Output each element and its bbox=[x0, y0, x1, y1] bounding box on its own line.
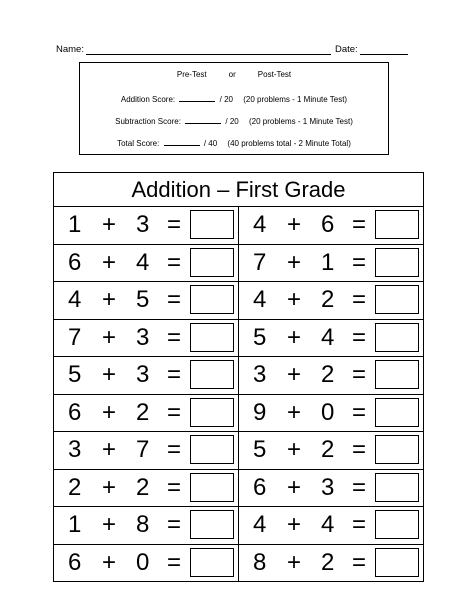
first-addend: 4 bbox=[68, 286, 82, 314]
answer-box[interactable] bbox=[190, 360, 234, 389]
problem-column-right bbox=[239, 207, 423, 581]
plus-sign: + bbox=[287, 398, 302, 426]
first-addend: 2 bbox=[68, 473, 82, 501]
first-addend: 1 bbox=[68, 211, 82, 239]
equals-sign: = bbox=[167, 323, 182, 351]
equals-sign: = bbox=[167, 286, 182, 314]
answer-box[interactable] bbox=[375, 398, 419, 427]
plus-sign: + bbox=[287, 286, 302, 314]
plus-sign: + bbox=[287, 361, 302, 389]
subtraction-score-desc: (20 problems - 1 Minute Test) bbox=[248, 117, 353, 126]
name-label: Name: bbox=[56, 44, 84, 55]
answer-box[interactable] bbox=[375, 510, 419, 539]
plus-sign: + bbox=[102, 473, 117, 501]
total-score-desc: (40 problems total - 2 Minute Total) bbox=[227, 139, 351, 148]
equals-sign: = bbox=[352, 211, 367, 239]
equals-sign: = bbox=[352, 323, 367, 351]
second-addend: 2 bbox=[136, 473, 150, 501]
plus-sign: + bbox=[287, 211, 302, 239]
problem-row bbox=[54, 357, 238, 395]
answer-box[interactable] bbox=[375, 323, 419, 352]
addition-score-total: / 20 bbox=[219, 95, 233, 104]
equals-sign: = bbox=[352, 286, 367, 314]
answer-box[interactable] bbox=[190, 323, 234, 352]
equals-sign: = bbox=[167, 211, 182, 239]
post-test-label: Post-Test bbox=[257, 70, 292, 79]
second-addend: 3 bbox=[136, 361, 150, 389]
addition-score-label: Addition Score: bbox=[120, 95, 176, 104]
worksheet-title: Addition – First Grade bbox=[54, 173, 423, 207]
problem-row bbox=[239, 507, 423, 545]
answer-box[interactable] bbox=[375, 248, 419, 277]
answer-box[interactable] bbox=[375, 210, 419, 239]
answer-box[interactable] bbox=[190, 248, 234, 277]
answer-box[interactable] bbox=[375, 435, 419, 464]
equals-sign: = bbox=[352, 248, 367, 276]
addition-score-field[interactable] bbox=[179, 93, 215, 102]
plus-sign: + bbox=[102, 248, 117, 276]
second-addend: 4 bbox=[321, 511, 335, 539]
problem-row bbox=[54, 545, 238, 582]
equals-sign: = bbox=[167, 248, 182, 276]
second-addend: 8 bbox=[136, 511, 150, 539]
answer-box[interactable] bbox=[375, 473, 419, 502]
problem-row bbox=[239, 395, 423, 433]
answer-box[interactable] bbox=[190, 510, 234, 539]
plus-sign: + bbox=[102, 323, 117, 351]
second-addend: 4 bbox=[136, 248, 150, 276]
second-addend: 1 bbox=[321, 248, 335, 276]
name-date-line bbox=[56, 44, 418, 60]
problem-row bbox=[54, 507, 238, 545]
total-score-label: Total Score: bbox=[117, 139, 160, 148]
answer-box[interactable] bbox=[375, 548, 419, 577]
name-field[interactable] bbox=[86, 44, 331, 55]
second-addend: 2 bbox=[321, 436, 335, 464]
equals-sign: = bbox=[167, 473, 182, 501]
answer-box[interactable] bbox=[190, 285, 234, 314]
problem-row bbox=[54, 245, 238, 283]
total-score-total: / 40 bbox=[203, 139, 218, 148]
subtraction-score-row bbox=[80, 115, 388, 126]
problem-row bbox=[239, 282, 423, 320]
second-addend: 6 bbox=[321, 211, 335, 239]
first-addend: 1 bbox=[68, 511, 82, 539]
plus-sign: + bbox=[287, 548, 302, 576]
problem-row bbox=[239, 320, 423, 358]
answer-box[interactable] bbox=[190, 548, 234, 577]
second-addend: 4 bbox=[321, 323, 335, 351]
problem-row bbox=[239, 245, 423, 283]
plus-sign: + bbox=[102, 548, 117, 576]
second-addend: 5 bbox=[136, 286, 150, 314]
first-addend: 4 bbox=[253, 511, 267, 539]
test-type-row bbox=[80, 70, 388, 79]
second-addend: 0 bbox=[136, 548, 150, 576]
problem-row bbox=[239, 545, 423, 582]
problem-row bbox=[239, 432, 423, 470]
problem-row bbox=[54, 282, 238, 320]
first-addend: 5 bbox=[68, 361, 82, 389]
plus-sign: + bbox=[102, 398, 117, 426]
or-label: or bbox=[228, 70, 236, 79]
plus-sign: + bbox=[287, 511, 302, 539]
first-addend: 6 bbox=[68, 248, 82, 276]
first-addend: 5 bbox=[253, 323, 267, 351]
score-box bbox=[79, 62, 389, 155]
first-addend: 6 bbox=[68, 548, 82, 576]
first-addend: 7 bbox=[68, 323, 82, 351]
plus-sign: + bbox=[287, 323, 302, 351]
problem-row bbox=[239, 207, 423, 245]
second-addend: 2 bbox=[321, 286, 335, 314]
equals-sign: = bbox=[167, 436, 182, 464]
second-addend: 2 bbox=[136, 398, 150, 426]
equals-sign: = bbox=[167, 398, 182, 426]
answer-box[interactable] bbox=[190, 435, 234, 464]
second-addend: 2 bbox=[321, 361, 335, 389]
equals-sign: = bbox=[167, 361, 182, 389]
first-addend: 3 bbox=[68, 436, 82, 464]
plus-sign: + bbox=[102, 436, 117, 464]
answer-box[interactable] bbox=[375, 360, 419, 389]
date-field[interactable] bbox=[360, 44, 408, 55]
first-addend: 6 bbox=[253, 473, 267, 501]
plus-sign: + bbox=[102, 361, 117, 389]
plus-sign: + bbox=[287, 436, 302, 464]
equals-sign: = bbox=[352, 436, 367, 464]
second-addend: 3 bbox=[136, 323, 150, 351]
first-addend: 9 bbox=[253, 398, 267, 426]
first-addend: 3 bbox=[253, 361, 267, 389]
plus-sign: + bbox=[287, 473, 302, 501]
equals-sign: = bbox=[167, 548, 182, 576]
plus-sign: + bbox=[102, 286, 117, 314]
subtraction-score-field[interactable] bbox=[185, 115, 221, 124]
second-addend: 7 bbox=[136, 436, 150, 464]
problem-row bbox=[54, 470, 238, 508]
second-addend: 0 bbox=[321, 398, 335, 426]
problem-row bbox=[54, 320, 238, 358]
answer-box[interactable] bbox=[375, 285, 419, 314]
problem-row bbox=[54, 432, 238, 470]
problem-row bbox=[239, 470, 423, 508]
equals-sign: = bbox=[352, 361, 367, 389]
first-addend: 7 bbox=[253, 248, 267, 276]
plus-sign: + bbox=[287, 248, 302, 276]
answer-box[interactable] bbox=[190, 398, 234, 427]
addition-worksheet bbox=[53, 172, 424, 582]
answer-box[interactable] bbox=[190, 473, 234, 502]
plus-sign: + bbox=[102, 511, 117, 539]
pre-test-label: Pre-Test bbox=[176, 70, 207, 79]
equals-sign: = bbox=[352, 473, 367, 501]
problem-row bbox=[54, 207, 238, 245]
problem-row bbox=[54, 395, 238, 433]
second-addend: 3 bbox=[321, 473, 335, 501]
equals-sign: = bbox=[352, 548, 367, 576]
first-addend: 8 bbox=[253, 548, 267, 576]
equals-sign: = bbox=[352, 511, 367, 539]
addition-score-desc: (20 problems - 1 Minute Test) bbox=[243, 95, 348, 104]
subtraction-score-total: / 20 bbox=[225, 117, 239, 126]
addition-score-row bbox=[80, 93, 388, 104]
problem-grid bbox=[54, 207, 423, 581]
answer-box[interactable] bbox=[190, 210, 234, 239]
first-addend: 5 bbox=[253, 436, 267, 464]
subtraction-score-label: Subtraction Score: bbox=[115, 117, 181, 126]
second-addend: 3 bbox=[136, 211, 150, 239]
first-addend: 4 bbox=[253, 211, 267, 239]
first-addend: 6 bbox=[68, 398, 82, 426]
equals-sign: = bbox=[352, 398, 367, 426]
second-addend: 2 bbox=[321, 548, 335, 576]
date-label: Date: bbox=[334, 44, 358, 55]
equals-sign: = bbox=[167, 511, 182, 539]
plus-sign: + bbox=[102, 211, 117, 239]
problem-row bbox=[239, 357, 423, 395]
problem-column-left bbox=[54, 207, 239, 581]
total-score-row bbox=[80, 137, 388, 148]
first-addend: 4 bbox=[253, 286, 267, 314]
total-score-field[interactable] bbox=[164, 137, 200, 146]
